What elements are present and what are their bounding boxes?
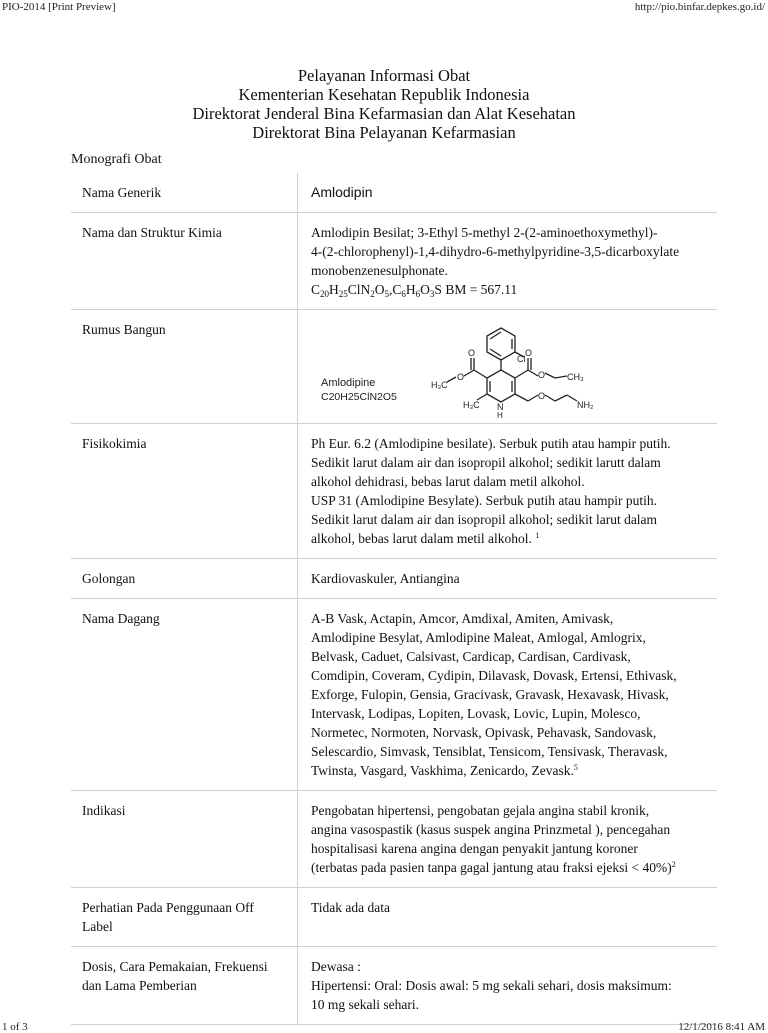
title-line: Direktorat Bina Pelayanan Kefarmasian	[252, 123, 516, 142]
row-label: Nama Generik	[71, 173, 298, 213]
text-line: Selescardio, Simvask, Tensiblat, Tensicom, Tensivask, Theravask,	[311, 744, 668, 759]
atom-label: O	[538, 370, 546, 380]
text-line: Amlodipin Besilat; 3-Ethyl 5-methyl 2-(2-aminoethoxymethyl)-	[311, 225, 658, 240]
table-row	[71, 888, 717, 947]
atom-label: H	[497, 411, 503, 420]
text-line: Twinsta, Vasgard, Vaskhima, Zenicardo, Zevask.$^5$	[311, 763, 578, 778]
text-line: Intervask, Lodipas, Lopiten, Lovask, Lovic, Lupin, Molesco,	[311, 706, 641, 721]
text-line: alkohol dehidrasi, bebas larut dalam metil alkohol.	[311, 474, 585, 489]
print-header-title: PIO-2014 [Print Preview]	[2, 1, 116, 13]
atom-label: O	[468, 348, 476, 358]
structure-name: Amlodipine	[321, 377, 376, 389]
text-line: Dewasa :	[311, 959, 361, 974]
print-header-url: http://pio.binfar.depkes.go.id/	[634, 1, 765, 13]
title-line: Kementerian Kesehatan Republik Indonesia	[238, 85, 530, 104]
table-row	[71, 424, 717, 559]
table-row	[71, 213, 717, 310]
atom-label: H₃C	[431, 380, 448, 390]
text-line: angina vasospastik (kasus suspek angina Prinzmetal ), pencegahan	[311, 822, 671, 837]
row-label: Nama dan Struktur Kimia	[71, 213, 298, 310]
text-line: Belvask, Caduet, Calsivast, Cardicap, Cardisan, Cardivask,	[311, 649, 631, 664]
atom-label: N	[497, 402, 504, 412]
amlodipine-structure-diagram	[319, 320, 594, 420]
reference-marker: 5	[573, 763, 578, 772]
row-label: Perhatian Pada Penggunaan Off Label	[71, 888, 298, 947]
table-row	[71, 173, 717, 213]
reference-marker: 1	[535, 531, 540, 540]
molecular-formula: $C_{20}H_{25}ClN_2O_5,C_6H_6O_3S$ BM = 567.11	[311, 282, 518, 299]
drug-class-value: Kardiovaskuler, Antiangina	[298, 559, 718, 599]
page-number: 1 of 3	[2, 1021, 28, 1033]
atom-label: Cl	[517, 354, 526, 364]
structure-cell	[298, 310, 718, 424]
text-line: Exforge, Fulopin, Gensia, Gracivask, Gravask, Hexavask, Hivask,	[311, 687, 669, 702]
text-line: Normetec, Normoten, Norvask, Opivask, Pehavask, Sandovask,	[311, 725, 657, 740]
document-title-block	[0, 66, 768, 142]
text-line: USP 31 (Amlodipine Besylate). Serbuk putih atau hampir putih.	[311, 493, 657, 508]
table-row	[71, 947, 717, 1025]
trade-names-value	[298, 599, 718, 791]
dosage-value	[298, 947, 718, 1025]
text-line: Amlodipine Besylat, Amlodipine Maleat, Amlogal, Amlogrix,	[311, 630, 646, 645]
row-label: Rumus Bangun	[71, 310, 298, 424]
table-row	[71, 599, 717, 791]
row-label: Golongan	[71, 559, 298, 599]
text-line: 4-(2-chlorophenyl)-1,4-dihydro-6-methylpyridine-3,5-dicarboxylate	[311, 244, 680, 259]
atom-label: CH₃	[567, 372, 584, 382]
text-line: alkohol, bebas larut dalam metil alkohol. $^1$	[311, 531, 540, 546]
physicochemical-value	[298, 424, 718, 559]
row-label: Dosis, Cara Pemakaian, Frekuensi dan Lama Pemberian	[71, 947, 298, 1025]
atom-label: O	[538, 391, 546, 401]
section-label: Monografi Obat	[71, 152, 162, 167]
title-line: Direktorat Jenderal Bina Kefarmasian dan Alat Kesehatan	[192, 104, 576, 123]
text-line: Sedikit larut dalam air dan isopropil alkohol; sedikit larutt dalam	[311, 455, 661, 470]
table-row	[71, 310, 717, 424]
text-line: Hipertensi: Oral: Dosis awal: 5 mg sekali sehari, dosis maksimum:	[311, 978, 672, 993]
atom-label: NH₂	[577, 400, 594, 410]
atom-label: O	[525, 348, 533, 358]
reference-marker: 2	[671, 860, 676, 869]
monograph-table	[71, 173, 717, 1025]
generic-name-value: Amlodipin	[298, 173, 718, 213]
text-line: monobenzenesulphonate.	[311, 263, 448, 278]
row-label: Fisikokimia	[71, 424, 298, 559]
print-timestamp: 12/1/2016 8:41 AM	[678, 1021, 765, 1033]
structure-formula: C20H25ClN2O5	[321, 391, 397, 403]
text-line: hospitalisasi karena angina dengan penyakit jantung koroner	[311, 841, 638, 856]
text-line: Ph Eur. 6.2 (Amlodipine besilate). Serbuk putih atau hampir putih.	[311, 436, 671, 451]
atom-label: H₃C	[463, 400, 480, 410]
text-line: A-B Vask, Actapin, Amcor, Amdixal, Amiten, Amivask,	[311, 611, 614, 626]
indication-value	[298, 791, 718, 888]
chemical-name-value	[298, 213, 718, 310]
off-label-value: Tidak ada data	[298, 888, 718, 947]
table-row	[71, 559, 717, 599]
text-line: Pengobatan hipertensi, pengobatan gejala angina stabil kronik,	[311, 803, 650, 818]
text-line: 10 mg sekali sehari.	[311, 997, 419, 1012]
text-line: (terbatas pada pasien tanpa gagal jantung atau fraksi ejeksi < 40%)$^2$	[311, 860, 676, 875]
title-line: Pelayanan Informasi Obat	[297, 66, 471, 85]
text-line: Sedikit larut dalam air dan isopropil alkohol; sedikit larut dalam	[311, 512, 658, 527]
row-label: Nama Dagang	[71, 599, 298, 791]
atom-label: O	[457, 372, 465, 382]
row-label: Indikasi	[71, 791, 298, 888]
text-line: Comdipin, Coveram, Cydipin, Dilavask, Dovask, Ertensi, Ethivask,	[311, 668, 677, 683]
table-row	[71, 791, 717, 888]
structural-formula-figure	[311, 320, 707, 420]
